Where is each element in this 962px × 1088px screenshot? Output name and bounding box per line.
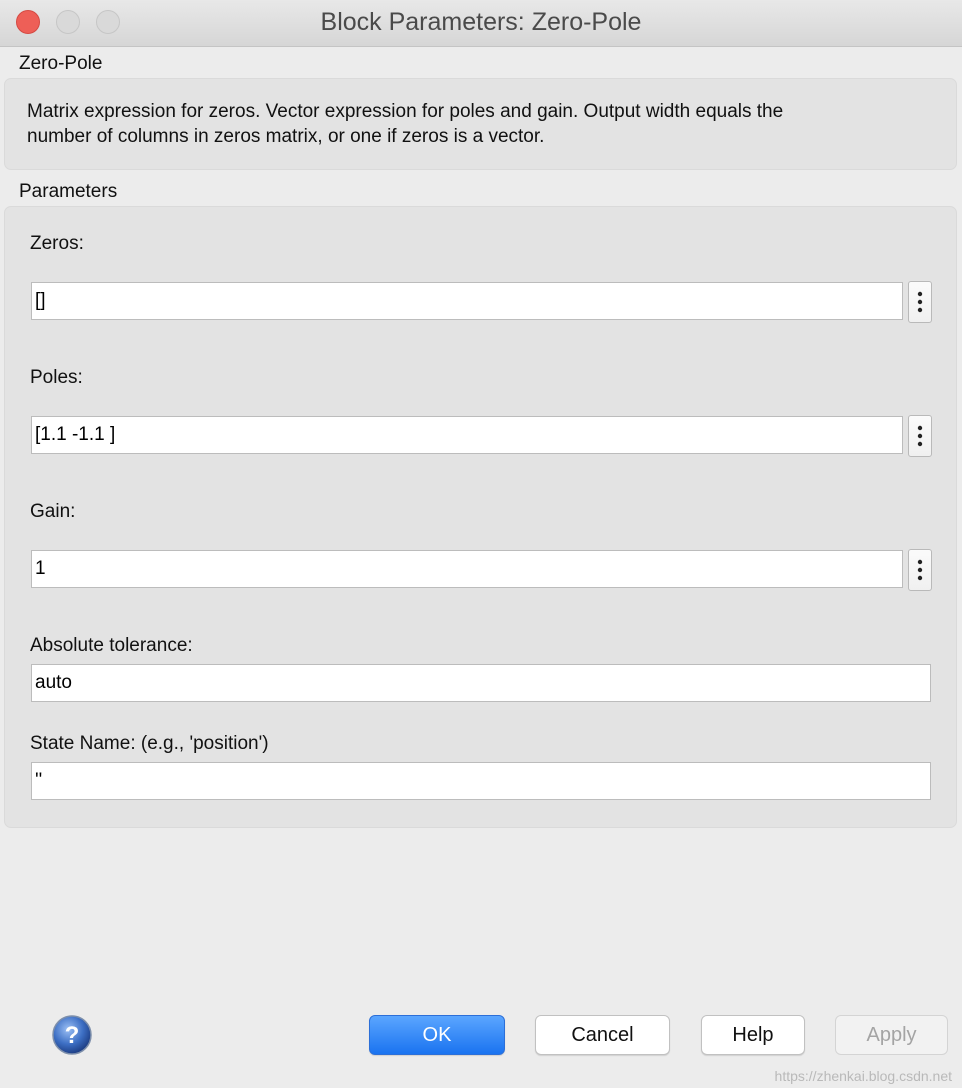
- window-title: Block Parameters: Zero-Pole: [320, 8, 642, 36]
- description-line-1: Matrix expression for zeros. Vector expression for poles and gain. Output width equals the: [27, 101, 784, 122]
- state-name-label: State Name: (e.g., 'position'): [30, 733, 269, 754]
- block-name-heading: Zero-Pole: [19, 53, 103, 74]
- title-bar: [0, 0, 962, 47]
- poles-label: Poles:: [30, 367, 83, 388]
- absolute-tolerance-input[interactable]: auto: [31, 664, 931, 702]
- description-line-2: number of columns in zeros matrix, or one if zeros is a vector.: [27, 126, 545, 147]
- ok-button[interactable]: OK: [369, 1015, 505, 1055]
- apply-button[interactable]: Apply: [835, 1015, 948, 1055]
- vertical-ellipsis-icon: [917, 558, 923, 582]
- absolute-tolerance-label: Absolute tolerance:: [30, 635, 193, 656]
- cancel-button[interactable]: Cancel: [535, 1015, 670, 1055]
- description-text: [27, 99, 937, 149]
- vertical-ellipsis-icon: [917, 424, 923, 448]
- poles-input[interactable]: [1.1 -1.1 ]: [31, 416, 903, 454]
- zeros-more-button[interactable]: [908, 281, 932, 323]
- vertical-ellipsis-icon: [917, 290, 923, 314]
- gain-more-button[interactable]: [908, 549, 932, 591]
- help-question-icon[interactable]: [51, 1014, 93, 1056]
- description-panel: [4, 78, 957, 170]
- watermark: https://zhenkai.blog.csdn.net: [774, 1068, 952, 1084]
- gain-input[interactable]: 1: [31, 550, 903, 588]
- gain-label: Gain:: [30, 501, 76, 522]
- zeros-label: Zeros:: [30, 233, 84, 254]
- zeros-input[interactable]: []: [31, 282, 903, 320]
- help-button[interactable]: Help: [701, 1015, 805, 1055]
- svg-text:?: ?: [64, 1022, 80, 1049]
- parameters-heading: Parameters: [19, 181, 118, 202]
- state-name-input[interactable]: '': [31, 762, 931, 800]
- poles-more-button[interactable]: [908, 415, 932, 457]
